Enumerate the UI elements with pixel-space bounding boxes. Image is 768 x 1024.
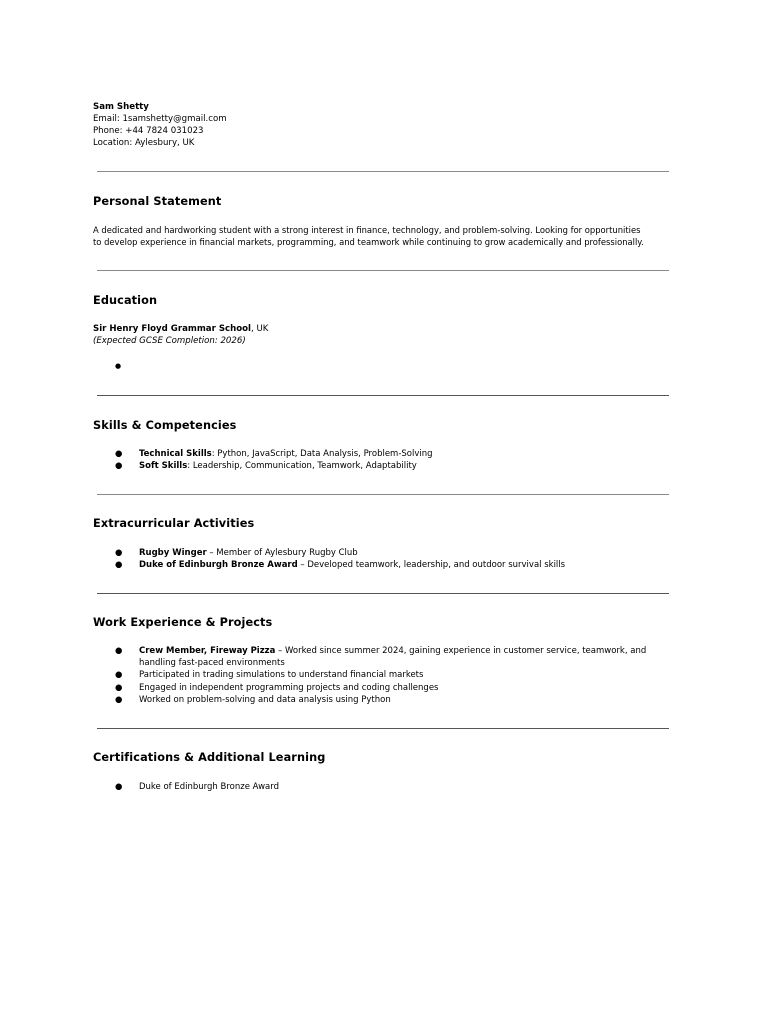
contact-email: Email: 1samshetty@gmail.com: [93, 114, 227, 124]
list-item: [0, 460, 659, 472]
extracurricular-heading: Extracurricular Activities: [93, 517, 255, 530]
certifications-list: [0, 781, 659, 793]
education-school: Sir Henry Floyd Grammar School: [93, 324, 251, 334]
work-text: Engaged in independent programming projects and coding challenges: [139, 682, 439, 693]
section-divider: [97, 728, 669, 729]
skills-heading: Skills & Competencies: [93, 419, 237, 432]
personal-statement-line-1: A dedicated and hardworking student with a strong interest in finance, technology, and problem-solving. Looking for opportunities: [93, 225, 641, 235]
education-expected: (Expected GCSE Completion: 2026): [93, 336, 246, 346]
bullet-icon: ●: [115, 782, 123, 792]
list-item: [0, 669, 659, 681]
education-empty-bullet: ●: [115, 362, 122, 370]
bullet-icon: ●: [115, 449, 123, 459]
list-item: [0, 547, 659, 559]
certification-text: Duke of Edinburgh Bronze Award: [139, 782, 279, 792]
personal-statement-line-2: to develop experience in financial markets, programming, and teamwork while continuing to grow academically and professionally.: [93, 237, 644, 248]
skill-label: Technical Skills: [139, 449, 212, 459]
skills-list: [0, 448, 659, 472]
skill-text: : Leadership, Communication, Teamwork, Adaptability: [187, 461, 417, 472]
activity-text: – Member of Aylesbury Rugby Club: [206, 548, 358, 558]
bullet-icon: ●: [115, 560, 123, 571]
extracurricular-list: [0, 547, 659, 571]
bullet-icon: ●: [115, 694, 123, 705]
bullet-icon: ●: [115, 670, 123, 681]
work-heading: Work Experience & Projects: [93, 616, 273, 629]
list-item: [0, 682, 659, 694]
section-divider: [97, 593, 669, 594]
list-item: [0, 645, 659, 669]
personal-statement-heading: Personal Statement: [93, 195, 222, 208]
work-text: Worked on problem-solving and data analysis using Python: [139, 694, 391, 705]
education-heading: Education: [93, 294, 158, 307]
section-divider: [97, 270, 669, 271]
education-entry: [93, 323, 268, 347]
work-text-continued: handling fast-paced environments: [139, 658, 285, 669]
section-divider: [97, 395, 669, 396]
activity-label: Rugby Winger: [139, 548, 207, 558]
list-item: [0, 559, 659, 571]
candidate-name: Sam Shetty: [93, 102, 149, 112]
work-label: Crew Member, Fireway Pizza: [139, 646, 276, 656]
bullet-icon: ●: [115, 548, 123, 558]
bullet-icon: ●: [115, 646, 123, 656]
work-text: – Worked since summer 2024, gaining experience in customer service, teamwork, and: [275, 646, 647, 656]
contact-location: Location: Aylesbury, UK: [93, 138, 195, 148]
education-school-line: [93, 323, 268, 335]
activity-text: – Developed teamwork, leadership, and outdoor survival skills: [297, 560, 566, 571]
list-item: [0, 781, 659, 793]
activity-label: Duke of Edinburgh Bronze Award: [139, 560, 298, 571]
skill-label: Soft Skills: [139, 461, 188, 472]
section-divider: [97, 494, 669, 495]
education-country: , UK: [251, 324, 269, 334]
work-list: [0, 645, 659, 706]
certifications-heading: Certifications & Additional Learning: [93, 751, 326, 764]
personal-statement-text: [93, 224, 673, 249]
bullet-icon: ●: [115, 682, 123, 693]
work-text: Participated in trading simulations to understand financial markets: [139, 670, 424, 681]
list-item: [0, 694, 659, 706]
bullet-icon: ●: [115, 461, 123, 472]
list-item: [0, 448, 659, 460]
contact-phone: Phone: +44 7824 031023: [93, 126, 204, 136]
skill-text: : Python, JavaScript, Data Analysis, Problem-Solving: [211, 449, 433, 459]
contact-block: [93, 101, 227, 149]
section-divider: [97, 171, 669, 172]
